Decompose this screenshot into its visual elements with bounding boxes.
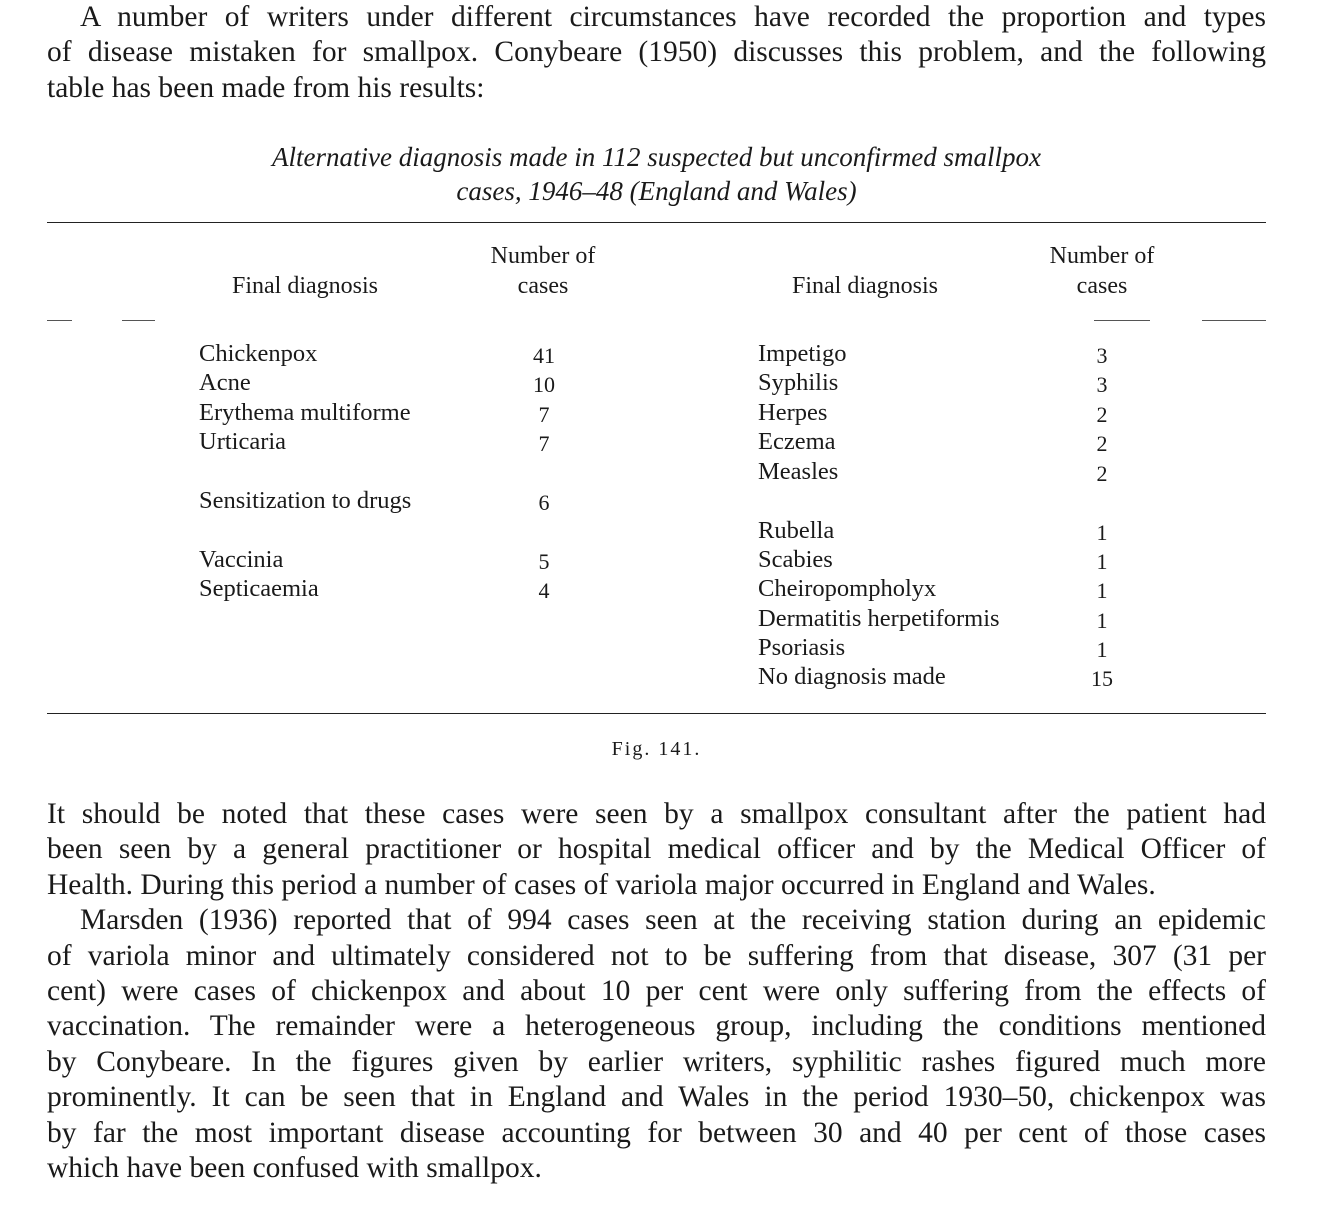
table-row-diagnosis: Erythema multiforme	[199, 399, 411, 426]
table-row-diagnosis: Chickenpox	[199, 340, 318, 367]
text-line: A number of writers under different circumstances have recorded the proportion and types	[80, 1, 1266, 33]
text-line: by far the most important disease accounting for between 30 and 40 per cent of those cases	[47, 1116, 1266, 1149]
header-cases-line1: Number of	[490, 243, 596, 269]
table-row-diagnosis: Scabies	[758, 546, 833, 573]
text-line: Marsden (1936) reported that of 994 cases seen at the receiving station during an epidemic	[80, 904, 1266, 937]
table-row-diagnosis: Impetigo	[758, 340, 847, 367]
table-row-diagnosis: Syphilis	[758, 369, 839, 396]
table-row-cases: 3	[1096, 372, 1108, 397]
caption-line: Alternative diagnosis made in 112 suspected but unconfirmed smallpox	[272, 142, 1041, 172]
table-row-diagnosis: No diagnosis made	[758, 663, 946, 690]
table-row-cases: 2	[1096, 402, 1108, 427]
table-row-cases: 1	[1096, 549, 1108, 574]
header-dash	[1202, 320, 1266, 321]
text-line: It should be noted that these cases were seen by a smallpox consultant after the patient had	[47, 798, 1266, 830]
table-row-cases: 5	[538, 549, 550, 574]
table-row-cases: 1	[1096, 637, 1108, 662]
text-line: cent) were cases of chickenpox and about 10 per cent were only suffering from the effects of	[47, 975, 1266, 1008]
table-row-cases: 2	[1096, 431, 1108, 456]
table-row-diagnosis: Eczema	[758, 428, 836, 455]
table-row-cases: 10	[533, 372, 555, 397]
table-row-diagnosis: Vaccinia	[199, 546, 284, 573]
table-row-cases: 7	[538, 402, 550, 427]
header-diagnosis-left: Final diagnosis	[231, 273, 378, 299]
table-row-diagnosis: Cheiropompholyx	[758, 575, 937, 602]
table-top-rule	[47, 222, 1266, 223]
table-row-cases: 6	[538, 490, 550, 515]
table-row-diagnosis: Urticaria	[199, 428, 287, 455]
header-dash	[47, 320, 72, 321]
table-row-cases: 41	[533, 343, 555, 368]
table-row-diagnosis: Measles	[758, 458, 839, 485]
text-line: vaccination. The remainder were a heterogeneous group, including the conditions mentioned	[47, 1010, 1266, 1043]
table-row-diagnosis: Psoriasis	[758, 634, 846, 661]
table-row-cases: 3	[1096, 343, 1108, 368]
table-row-cases: 1	[1096, 520, 1108, 545]
header-cases-line2: cases	[517, 273, 569, 299]
table-row-diagnosis: Sensitization to drugs	[199, 487, 412, 514]
table-row-cases: 1	[1096, 578, 1108, 603]
text-line: Health. During this period a number of cases of variola major occurred in England and Wales.	[47, 868, 1156, 901]
header-cases-left	[453, 241, 633, 301]
table-row-cases: 7	[538, 431, 550, 456]
figure-label: Fig. 141.	[611, 738, 702, 760]
text-line: been seen by a general practitioner or hospital medical officer and by the Medical Officer of	[47, 833, 1266, 866]
header-dash	[122, 320, 155, 321]
table-row-diagnosis: Dermatitis herpetiformis	[758, 605, 1000, 632]
header-dash	[1094, 320, 1150, 321]
intro-paragraph	[47, 0, 1266, 106]
table-row-diagnosis: Rubella	[758, 517, 835, 544]
header-cases-line2: cases	[1076, 273, 1128, 299]
text-line: of disease mistaken for smallpox. Conybeare (1950) discusses this problem, and the following	[47, 36, 1266, 69]
header-cases-right	[1012, 241, 1192, 301]
table-bottom-rule	[47, 713, 1266, 714]
text-line: of variola minor and ultimately considered not to be suffering from that disease, 307 (31 per	[47, 939, 1266, 972]
body-text	[47, 797, 1266, 1186]
table-row-diagnosis: Herpes	[758, 399, 828, 426]
table-row-cases: 1	[1096, 608, 1108, 633]
text-line: which have been confused with smallpox.	[47, 1152, 542, 1185]
table-caption	[47, 140, 1266, 208]
header-cases-line1: Number of	[1049, 243, 1155, 269]
table-row-cases: 15	[1091, 666, 1113, 691]
table-row-diagnosis: Acne	[199, 369, 251, 396]
caption-line: cases, 1946–48 (England and Wales)	[456, 176, 857, 206]
text-line: table has been made from his results:	[47, 71, 485, 104]
table-row-cases: 4	[538, 578, 550, 603]
header-diagnosis-right: Final diagnosis	[791, 273, 938, 299]
table-row-cases: 2	[1096, 461, 1108, 486]
text-line: prominently. It can be seen that in England and Wales in the period 1930–50, chickenpox was	[47, 1081, 1266, 1114]
text-line: by Conybeare. In the figures given by earlier writers, syphilitic rashes figured much more	[47, 1045, 1266, 1078]
table-row-diagnosis: Septicaemia	[199, 575, 319, 602]
